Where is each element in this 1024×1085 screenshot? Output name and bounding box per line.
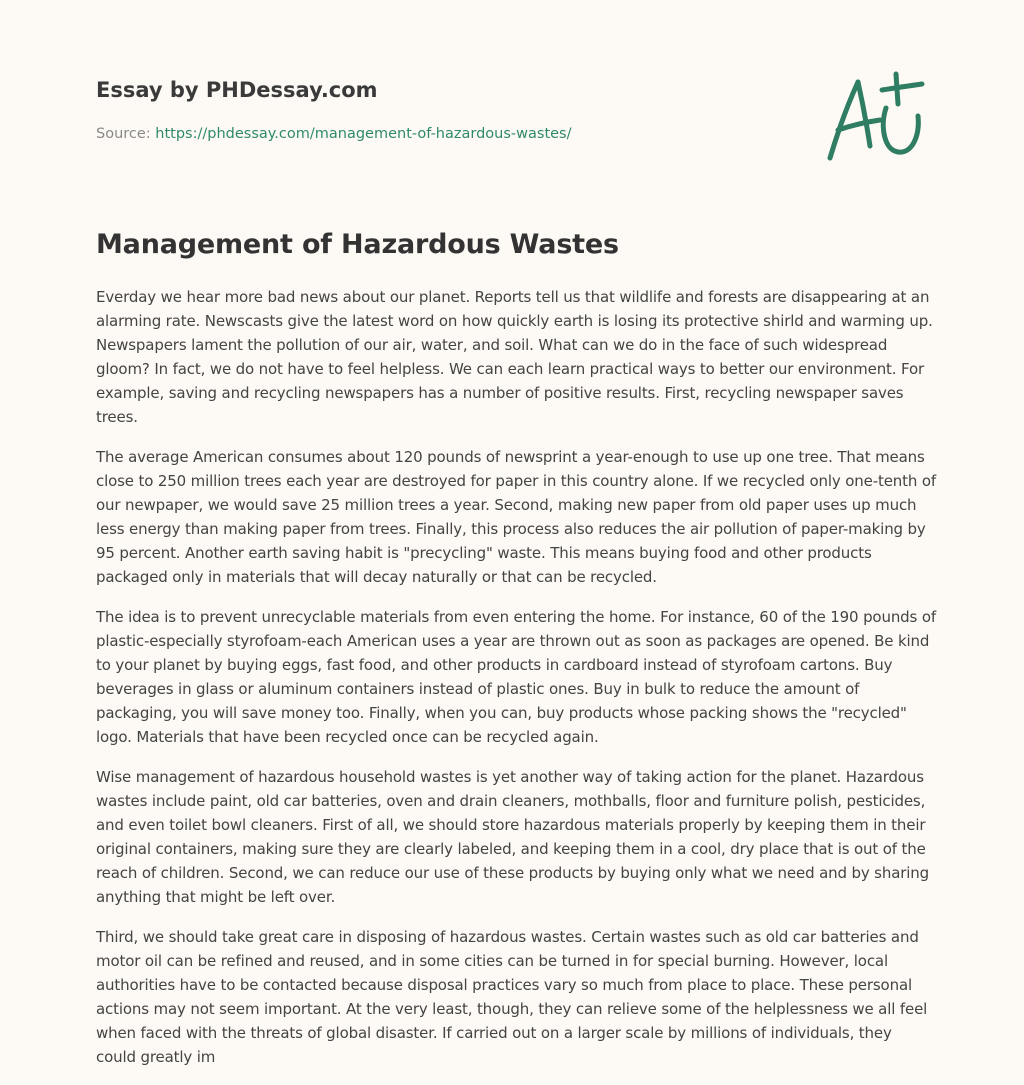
essay-paragraph: The idea is to prevent unrecyclable materials from even entering the home. For instance, 60 of the 190 pounds of plastic-especially styrofoam-each American uses a year are thrown out as soon as packages are opened. Be kind to your planet by buying eggs, fast food, and other products in cardboard instead of styrofoam cartons. Buy beverages in glass or aluminum containers instead of plastic ones. Buy in bulk to reduce the amount of packaging, you will save money too. Finally, when you can, buy products whose packing shows the "recycled" logo. Materials that have been recycled once can be recycled again. (96, 608, 936, 746)
essay-paragraph: The average American consumes about 120 pounds of newsprint a year-enough to use up one tree. That means close to 250 million trees each year are destroyed for paper in this country alone. If we recycled only one-tenth of our newpaper, we would save 25 million trees a year. Second, making new paper from old paper uses up much less energy than making paper from trees. Finally, this process also reduces the air pollution of paper-making by 95 percent. Another earth saving habit is "precycling" waste. This means buying food and other products packaged only in materials that will decay naturally or that can be recycled. (96, 448, 937, 586)
a-plus-logo-icon (822, 68, 930, 164)
essay-title: Management of Hazardous Wastes (96, 229, 619, 260)
source-link[interactable]: https://phdessay.com/management-of-hazardous-wastes/ (155, 126, 572, 142)
essay-paragraph: Third, we should take great care in disposing of hazardous wastes. Certain wastes such as old car batteries and motor oil can be refined and reused, and in some cities can be turned in for special burning. However, local authorities have to be contacted because disposal practices vary so much from place to place. These personal actions may not seem important. At the very least, though, they can relieve some of the helplessness we all feel when faced with the threats of global disaster. If carried out on a larger scale by millions of individuals, they could greatly im (96, 928, 928, 1066)
site-title: Essay by PHDessay.com (96, 78, 378, 102)
essay-paragraph: Wise management of hazardous household wastes is yet another way of taking action for the planet. Hazardous wastes include paint, old car batteries, oven and drain cleaners, mothballs, floor and furniture polish, pesticides, and even toilet bowl cleaners. First of all, we should store hazardous materials properly by keeping them in their original containers, making sure they are clearly labeled, and keeping them in a cool, dry place that is out of the reach of children. Second, we can reduce our use of these products by buying only what we need and by sharing anything that might be left over. (96, 768, 929, 906)
source-line (96, 124, 796, 144)
essay-body (96, 285, 936, 1085)
source-label: Source: (96, 126, 151, 142)
page-header (96, 76, 796, 144)
essay-paragraph: Everday we hear more bad news about our planet. Reports tell us that wildlife and forests are disappearing at an alarming rate. Newscasts give the latest word on how quickly earth is losing its protective shirld and warming up. Newspapers lament the pollution of our air, water, and soil. What can we do in the face of such widespread gloom? In fact, we do not have to feel helpless. We can each learn practical ways to better our environment. For example, saving and recycling newspapers has a number of positive results. First, recycling newspaper saves trees. (96, 288, 933, 426)
